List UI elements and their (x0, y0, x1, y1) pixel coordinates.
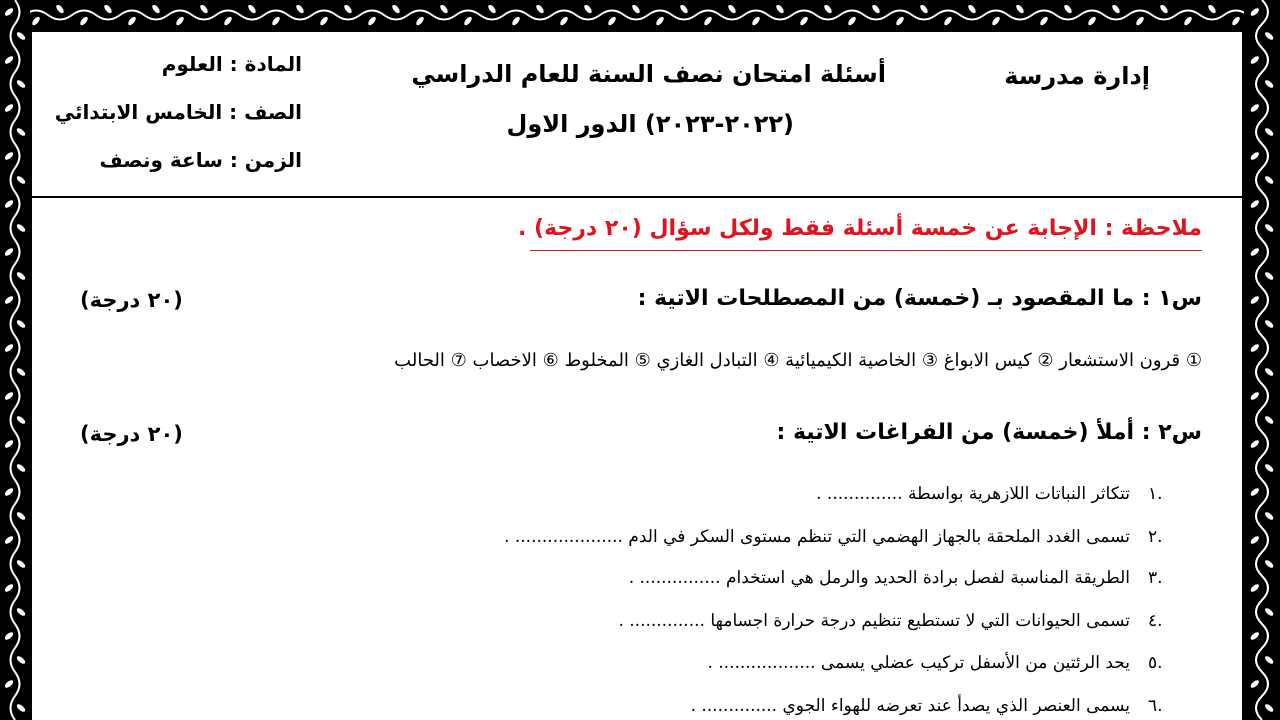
list-item-number: ٤. (1148, 611, 1163, 631)
decorative-border-top (0, 0, 1280, 32)
list-item: تسمى الحيوانات التي لا تستطيع تنظيم درجة حرارة اجسامها .............. . (618, 611, 1130, 631)
note-underline (530, 250, 1202, 251)
question-1-terms: ① قرون الاستشعار ② كيس الابواغ ③ الخاصية الكيميائية ④ التبادل الغازي ⑤ المخلوط ⑥ الاخصاب ⑦ الحالب (394, 350, 1202, 371)
list-item-number: ٦. (1148, 696, 1163, 716)
list-item: تتكاثر النباتات اللازهرية بواسطة .............. . (816, 484, 1130, 504)
list-item: الطريقة المناسبة لفصل برادة الحديد والرمل هي استخدام ............... . (628, 568, 1130, 588)
list-item-number: ٢. (1148, 527, 1163, 547)
time-label: الزمن : ساعة ونصف (99, 148, 302, 172)
list-item-number: ٣. (1148, 568, 1163, 588)
list-item-number: ٥. (1148, 653, 1163, 673)
exam-round: (٢٠٢٢-٢٠٢٣) الدور الاول (506, 110, 794, 138)
question-1-title: س١ : ما المقصود بـ (خمسة) من المصطلحات الاتية : (637, 286, 1202, 311)
question-2-title: س٢ : أملأ (خمسة) من الفراغات الاتية : (776, 420, 1202, 445)
question-1-score: (٢٠ درجة) (80, 288, 183, 312)
list-item: تسمى الغدد الملحقة بالجهاز الهضمي التي تنظم مستوى السكر في الدم .................... . (504, 527, 1130, 547)
exam-note: ملاحظة : الإجابة عن خمسة أسئلة فقط ولكل سؤال (٢٠ درجة) . (518, 216, 1202, 241)
list-item: يحد الرئتين من الأسفل تركيب عضلي يسمى .................. . (707, 653, 1130, 673)
question-2-score: (٢٠ درجة) (80, 422, 183, 446)
subject-label: المادة : العلوم (161, 52, 302, 76)
grade-label: الصف : الخامس الابتدائي (54, 100, 302, 124)
school-name: إدارة مدرسة (1004, 62, 1150, 90)
decorative-border-right (1244, 0, 1280, 720)
header-divider (32, 196, 1244, 198)
list-item-number: ١. (1148, 484, 1163, 504)
list-item: يسمى العنصر الذي يصدأ عند تعرضه للهواء الجوي .............. . (690, 696, 1130, 716)
decorative-border-left (0, 0, 30, 720)
exam-title: أسئلة امتحان نصف السنة للعام الدراسي (411, 60, 886, 88)
